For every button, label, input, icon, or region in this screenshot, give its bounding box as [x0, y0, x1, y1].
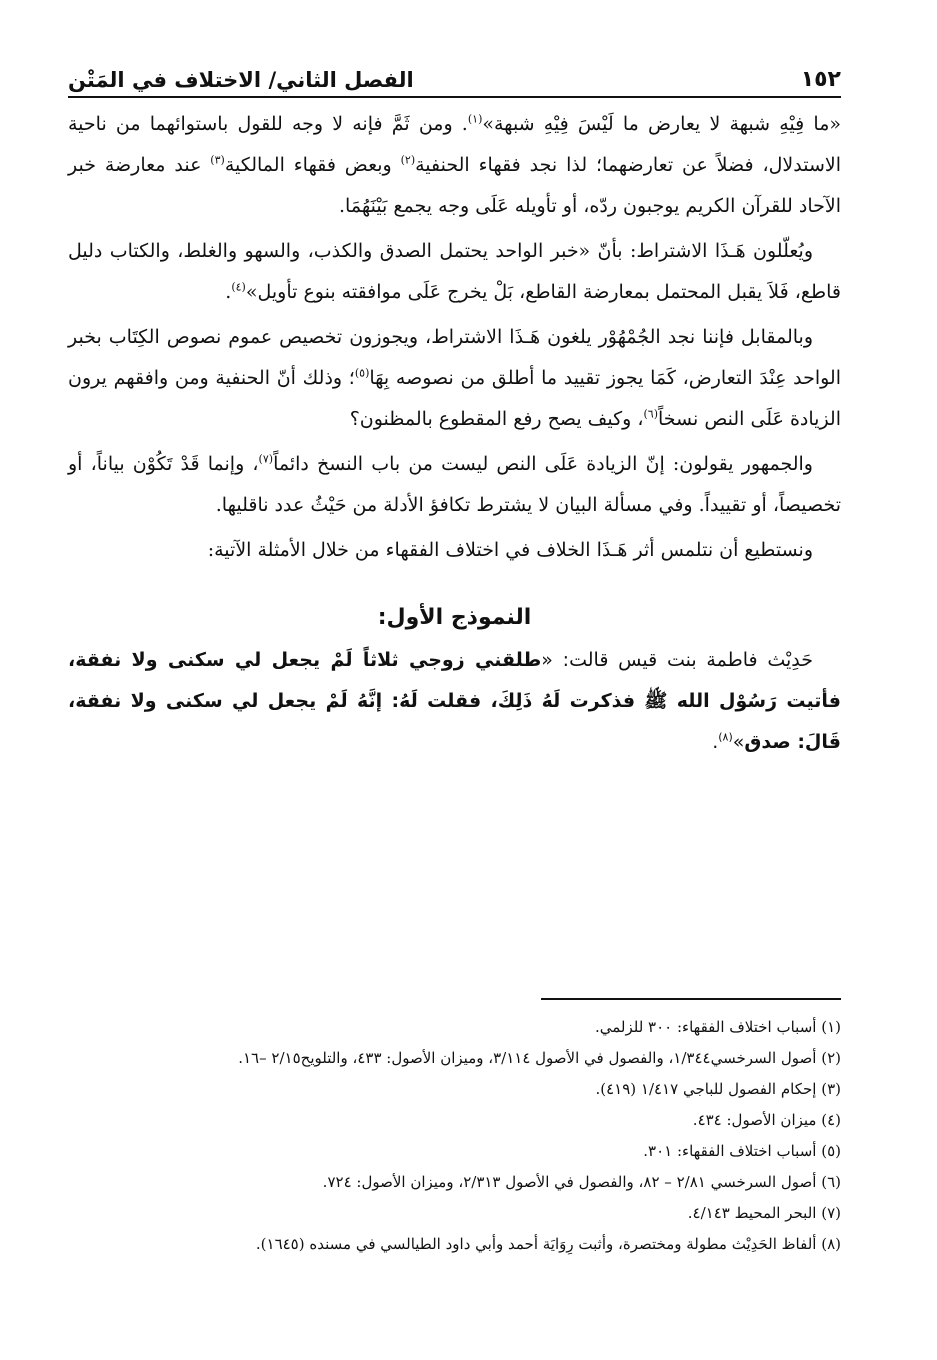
hadith-paragraph	[68, 640, 841, 763]
main-text	[68, 104, 841, 767]
footnote-3: (٣) إحكام الفصول للباجي ١/٤١٧ (٤١٩).	[595, 1080, 841, 1098]
paragraph-text: عند معارضة خبر الآحاد للقرآن الكريم يوجبون ردّه، أو تأويله عَلَى وجه يجمع بَيْنَهُمَا.	[68, 154, 841, 217]
page-number: ١٥٢	[800, 67, 841, 92]
footnote-ref: (٨)	[718, 730, 733, 744]
paragraph-text: «ما فِيْهِ شبهة لا يعارض ما لَيْسَ فِيْهِ شبهة»	[482, 113, 841, 135]
paragraph-2	[68, 231, 841, 313]
footnote-ref: (٢)	[400, 153, 416, 167]
footnote-ref: (٥)	[354, 366, 370, 380]
paragraph-5	[68, 530, 841, 571]
hadith-quote: طلقني زوجي ثلاثاً لَمْ يجعل لي سكنى ولا نفقة، فأتيت رَسُوْل الله ﷺ فذكرت لَهُ ذَلِكَ، فقلت لَهُ: إنَّهُ لَمْ يجعل لي سكنى ولا نفقة، قَالَ: صدق	[68, 649, 841, 753]
footnote-ref: (٦)	[643, 407, 658, 421]
paragraph-4	[68, 444, 841, 526]
paragraph-text: ، وكيف يصح رفع المقطوع بالمظنون؟	[349, 408, 644, 430]
paragraph-text: ؛ وذلك أنّ الحنفية ومن وافقهم يرون الزيادة عَلَى النص نسخاً	[68, 367, 841, 430]
footnote-2: (٢) أصول السرخسي١/٣٤٤، والفصول في الأصول ٣/١١٤، وميزان الأصول: ٤٣٣، والتلويح٢/١٥ –١٦.	[238, 1049, 841, 1067]
paragraph-text: . ومن ثَمَّ فإنه لا وجه للقول باستوائهما من ناحية الاستدلال، فضلاً عن تعارضهما؛ لذا نجد فقهاء الحنفية	[68, 113, 841, 176]
paragraph-text: ويُعلّلون هَـذَا الاشتراط: بأنّ «خبر الواحد يحتمل الصدق والكذب، والسهو والغلط، والكتاب دليل قاطع، فَلاَ يقبل المحتمل بمعارضة القاطع، بَلْ يخرج عَلَى موافقته بنوع تأويل»	[68, 240, 841, 303]
paragraph-1	[68, 104, 841, 227]
footnote-ref: (٣)	[210, 153, 225, 167]
footnote-8: (٨) ألفاظ الحَدِيْث مطولة ومختصرة، وأثبت رِوَايَة أحمد وأبي داود الطيالسي في مسنده (١٦٤٥).	[255, 1235, 841, 1253]
paragraph-text: وبعض فقهاء المالكية	[224, 154, 401, 176]
paragraph-text: .	[225, 281, 232, 303]
hadith-intro: حَدِيْث فاطمة بنت قيس قالت: «	[541, 649, 813, 671]
footnote-5: (٥) أسباب اختلاف الفقهاء: ٣٠١.	[643, 1142, 841, 1160]
footnote-ref: (١)	[467, 112, 483, 126]
section-heading: النموذج الأول:	[377, 605, 532, 630]
footnote-6: (٦) أصول السرخسي ٢/٨١ – ٨٢، والفصول في الأصول ٢/٣١٣، وميزان الأصول: ٧٢٤.	[322, 1173, 841, 1191]
paragraph-3	[68, 317, 841, 440]
footnote-ref: (٧)	[258, 452, 274, 466]
footnote-divider	[541, 998, 841, 1000]
footnotes	[68, 1012, 841, 1260]
paragraph-text: والجمهور يقولون: إنّ الزيادة عَلَى النص ليست من باب النسخ دائماً	[273, 453, 813, 475]
footnote-7: (٧) البحر المحيط ٤/١٤٣.	[687, 1204, 841, 1222]
paragraph-text: ، وإنما قَدْ تَكُوْن بياناً، أو تخصيصاً، أو تقييداً. وفي مسألة البيان لا يشترط تكافؤ الأدلة من حَيْثُ عدد ناقليها.	[68, 453, 841, 516]
footnote-4: (٤) ميزان الأصول: ٤٣٤.	[692, 1111, 841, 1129]
paragraph-text: ونستطيع أن نتلمس أثر هَـذَا الخلاف في اختلاف الفقهاء من خلال الأمثلة الآتية:	[207, 539, 813, 561]
hadith-end: .	[712, 731, 719, 753]
footnote-1: (١) أسباب اختلاف الفقهاء: ٣٠٠ للزلمي.	[594, 1018, 841, 1036]
quote-close: »	[732, 731, 745, 753]
running-header	[68, 56, 841, 98]
paragraph-text: وبالمقابل فإننا نجد الجُمْهُوْر يلغون هَـذَا الاشتراط، ويجوزون تخصيص عموم نصوص الكِتَاب بخبر الواحد عِنْدَ التعارض، كَمَا يجوز تقييد ما أطلق من نصوصه بِهَا	[68, 326, 842, 389]
page	[68, 0, 841, 1360]
chapter-title: الفصل الثاني/ الاختلاف في المَتْن	[68, 68, 414, 92]
footnote-ref: (٤)	[231, 280, 246, 294]
